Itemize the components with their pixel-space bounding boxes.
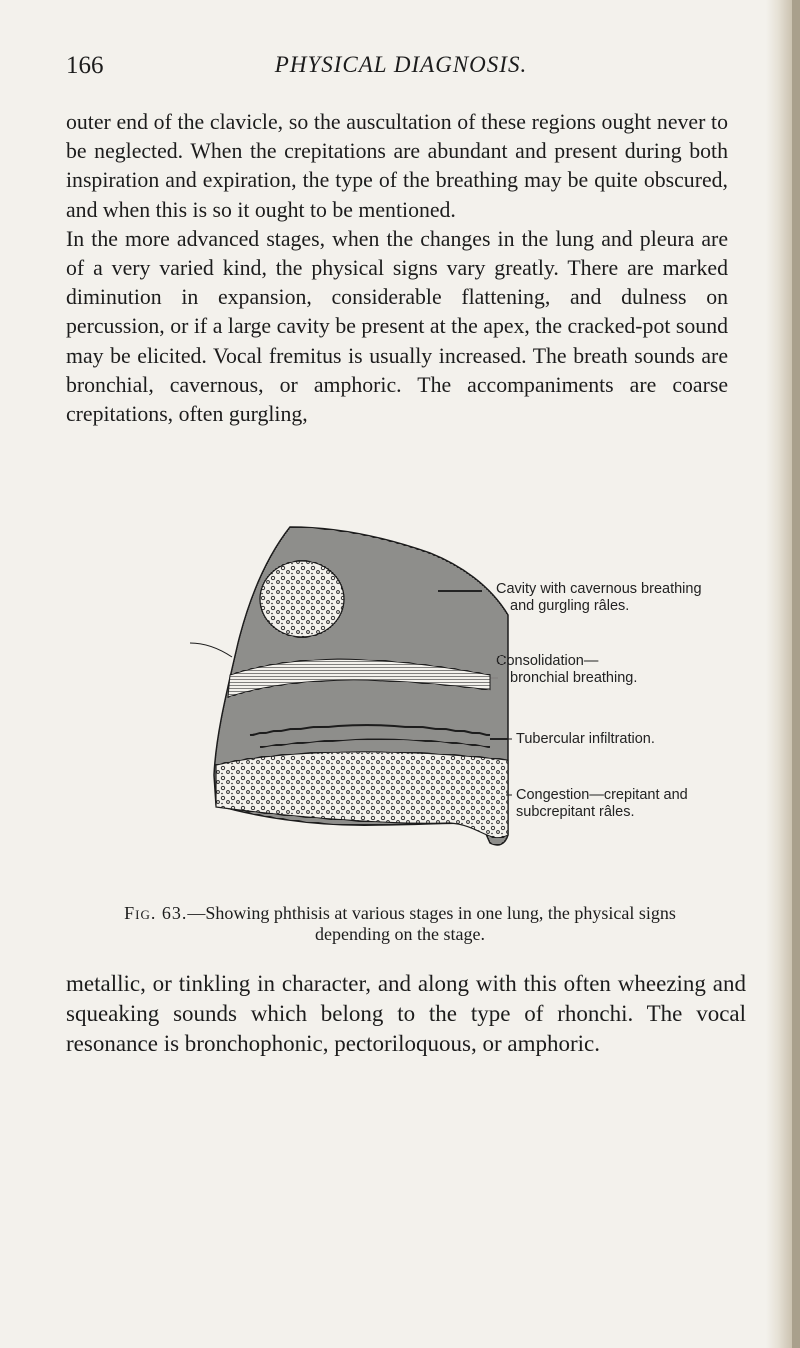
body-text-bottom (66, 969, 746, 1059)
page-edge-binding (792, 0, 800, 1348)
cavity-region (260, 561, 344, 637)
running-head (66, 52, 736, 82)
label-congestion: Congestion—crepitant and subcrepitant râles. (516, 787, 688, 820)
figure-caption-text: —Showing phthisis at various stages in one lung, the physical signs depending on the stage. (187, 903, 676, 944)
body-text-top (66, 108, 728, 429)
lung-figure (190, 525, 750, 847)
paragraph-continuation: outer end of the clavicle, so the auscultation of these regions ought never to be neglected. When the crepitations are abundant and present during both inspiration and expiration, the type of the breathing may be quite obscured, and when this is so it ought to be mentioned. (66, 110, 728, 222)
label-cavity: Cavity with cavernous breathing and gurgling râles. (496, 581, 702, 614)
figure-number: Fig. 63. (124, 903, 188, 923)
paragraph-advanced-stages: In the more advanced stages, when the changes in the lung and pleura are of a very varied kind, the physical signs vary greatly. There are marked diminution in expansion, considerable flattening, and dulness on percussion, or if a large cavity be present at the apex, the cracked-pot sound may be elicited. Vocal fremitus is usually increased. The breath sounds are bronchial, cavernous, or amphoric. The accompaniments are coarse crepitations, often gurgling, (66, 226, 728, 427)
running-title: PHYSICAL DIAGNOSIS. (274, 52, 528, 77)
label-consolidation: Consolidation— bronchial breathing. (496, 653, 638, 686)
page-number: 166 (66, 52, 104, 79)
paragraph-continued: metallic, or tinkling in character, and along with this often wheezing and squeaking sounds which belong to the type of rhonchi. The vocal resonance is bronchophonic, pectoriloquous, or amphoric. (66, 971, 746, 1056)
figure-caption (110, 903, 690, 945)
label-tubercular: Tubercular infiltration. (516, 731, 655, 747)
